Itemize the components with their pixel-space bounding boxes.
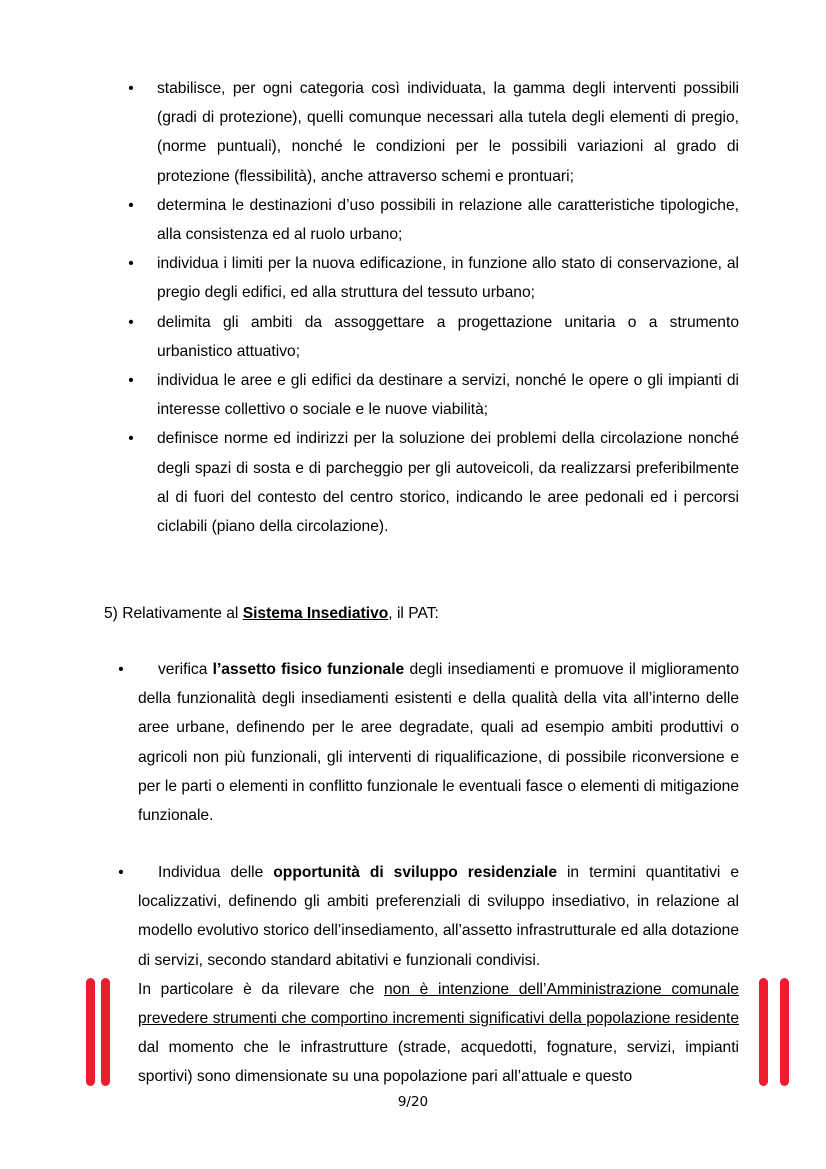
bullet-icon: • — [118, 864, 124, 881]
bullet-icon: • — [128, 372, 134, 390]
bullet-icon: • — [118, 661, 124, 678]
item-text-post: in termini quantitativi e localizzativi, definendo gli ambiti preferenziali di sviluppo insediativo, in relazione al modello evolutivo storico dell’insediamento, all’assetto infrastrutturale ed alla dotazione di servizi, secondo standard abitativi e funzionali condivisi. — [138, 864, 739, 969]
bullet-icon: • — [128, 80, 134, 97]
item-keyword: opportunità di sviluppo residenziale — [273, 864, 558, 881]
section-heading — [104, 599, 439, 628]
bullet-icon: • — [128, 255, 134, 273]
item-text-pre: Individua delle — [158, 864, 274, 881]
list-item-text: delimita gli ambiti da assoggettare a progettazione unitaria o a strumento urbanistico attuativo; — [157, 313, 739, 360]
item-text-post: degli insediamenti e promuove il miglioramento della funzionalità degli insediamenti esistenti e della qualità della vita all’interno delle aree urbane, definendo per le aree degradate, quali ad esempio ambiti produttivi o agricoli non più funzionali, gli interventi di riqualificazione, di possibile riconversione e per le parti o elementi in conflitto funzionale le eventuali fasce o elementi di mitigazione funzionale. — [138, 661, 740, 825]
section-item-sviluppo — [118, 858, 739, 1092]
bullet-icon: • — [128, 430, 134, 448]
item-note — [138, 975, 739, 1092]
list-item — [0, 74, 739, 191]
list-item — [0, 191, 739, 249]
item-text-pre: verifica — [158, 661, 213, 678]
list-item — [0, 308, 739, 366]
red-margin-mark — [780, 978, 789, 1086]
item-keyword: l’assetto fisico funzionale — [212, 661, 405, 678]
list-item-text: definisce norme ed indirizzi per la soluzione dei problemi della circolazione nonché degli spazi di sosta e di parcheggio per gli autoveicoli, da realizzarsi preferibilmente al di fuori del contesto del centro storico, indicando le aree pedonali ed i percorsi ciclabili (piano della circolazione). — [157, 430, 739, 536]
list-item — [0, 249, 739, 307]
list-item — [0, 424, 739, 541]
list-item-text: individua i limiti per la nuova edificazione, in funzione allo stato di conservazione, al pregio degli edifici, ed alla struttura del tessuto urbano; — [157, 255, 739, 302]
note-post: dal momento che le infrastrutture (strade, acquedotti, fognature, servizi, impianti sportivi) sono dimensionate su una popolazione pari all’attuale e questo — [138, 1039, 739, 1086]
red-margin-mark — [101, 978, 110, 1086]
red-margin-mark — [759, 978, 768, 1086]
section-prefix: 5) Relativamente al — [104, 605, 243, 622]
sub-bullet-list — [0, 74, 826, 541]
list-item-text: stabilisce, per ogni categoria così individuata, la gamma degli interventi possibili (gradi di protezione), quelli comunque necessari alla tutela degli elementi di pregio, (norme puntuali), nonché le condizioni per le possibili variazioni al grado di protezione (flessibilità), anche attraverso schemi e prontuari; — [157, 80, 739, 185]
note-pre: In particolare è da rilevare che — [138, 980, 384, 998]
page-number: 9/20 — [397, 1094, 429, 1110]
list-item-text: determina le destinazioni d’uso possibili in relazione alle caratteristiche tipologiche, alla consistenza ed al ruolo urbano; — [157, 196, 739, 244]
red-margin-mark — [86, 978, 95, 1086]
section-item-assetto — [118, 655, 740, 830]
list-item-text: individua le aree e gli edifici da destinare a servizi, nonché le opere o gli impianti di interesse collettivo o sociale e le nuove viabilità; — [157, 372, 739, 419]
bullet-icon: • — [128, 196, 134, 214]
bullet-icon: • — [128, 313, 134, 331]
section-suffix: , il PAT: — [388, 605, 439, 622]
section-title: Sistema Insediativo — [242, 605, 389, 622]
list-item — [0, 366, 739, 424]
note-underlined: non è intenzione dell’Amministrazione comunale prevedere strumenti che comportino incrementi significativi della popolazione residente — [138, 980, 739, 1028]
